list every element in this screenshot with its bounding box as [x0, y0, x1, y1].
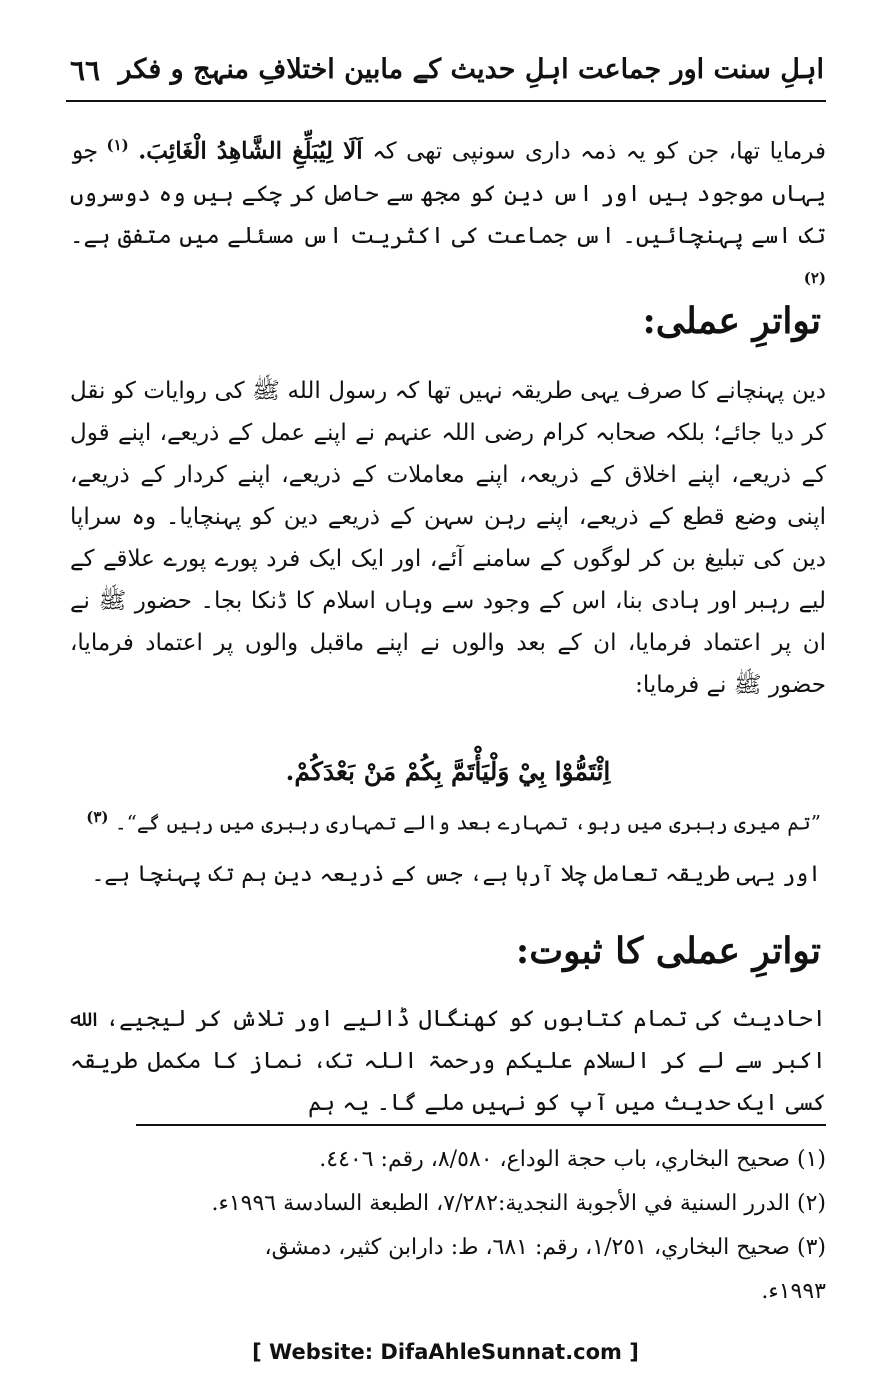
footnote-ref-2: (٢) — [803, 268, 826, 287]
closing-line: اور یہی طریقہ تعامل چلا آرہا ہے، جس کے ذریعہ دین ہم تک پہنچا ہے۔ — [91, 862, 821, 887]
section2-paragraph — [70, 998, 826, 1124]
intro-text-end: جو یہاں موجود ہیں اور اس دین کو مجھ سے حاصل کر چکے ہیں وہ دوسروں تک اسے پہنچائیں۔ اس جماعت کی اکثریت اس مسئلے میں متفق ہے۔ — [70, 138, 826, 249]
footnote-rule — [136, 1124, 826, 1126]
arabic-quote: اَلَا لِیُبَلِّغِ الشَّاهِدُ الْغَائِبَ. — [138, 137, 363, 165]
section-heading-proof: تواترِ عملی کا ثبوت: — [515, 930, 821, 972]
section1-text: دین پہنچانے کا صرف یہی طریقہ نہیں تھا کہ رسول الله ﷺ کی روایات کو نقل کر دیا جائے؛ بلکہ صحابہ کرام رضی اللہ عنہم نے اپنے عمل کے ذریعے، اپنے قول کے ذریعے، اپنے اخلاق کے ذریعہ، اپنے معاملات کے ذریعے، اپنے کردار کے ذریعے، اپنی وضع قطع کے ذریعے، اپنے رہن سہن کے ذریعے دین کو پہنچایا۔ وہ سراپا دین کی تبلیغ بن کر لوگوں کے سامنے آئے، اور ایک ایک فرد پورے پورے علاقے کے لیے رہبر اور ہادی بنا، اس کے وجود سے وہاں اسلام کا ڈنکا بجا۔ حضور ﷺ نے ان پر اعتماد فرمایا، ان کے بعد والوں نے اپنے ماقبل والوں پر اعتماد فرمایا، حضور ﷺ نے فرمایا: — [70, 378, 826, 698]
footnote-num: (١) — [796, 1147, 826, 1172]
running-header — [66, 48, 826, 104]
footnote-ref-1: (١) — [106, 136, 129, 154]
header-rule — [66, 100, 826, 102]
section2-text: احادیث کی تمام کتابوں کو کھنگال ڈالیے اور تلاش کر لیجیے، الله اکبر سے لے کر السلام علیکم ورحمۃ اللہ تک، نماز کا مکمل طریقہ کسی ایک حدیث میں آپ کو نہیں ملے گا۔ یہ ہم — [70, 1006, 826, 1116]
section-heading-tawatur-amali: تواترِ عملی: — [642, 300, 821, 342]
hadith-translation-line — [86, 808, 821, 835]
footnote-2 — [70, 1182, 826, 1226]
footnote-num: (٣) — [796, 1235, 826, 1260]
footnote-text: صحيح البخاري، باب حجة الوداع، ٨/٥٨٠، رقم: ٤٤٠٦. — [319, 1147, 790, 1172]
footnote-1 — [70, 1138, 826, 1182]
arabic-hadith: اِئْتَمُّوْا بِيْ وَلْيَأْتَمَّ بِكُمْ مَنْ بَعْدَكُمْ. — [285, 757, 611, 786]
footnote-text: الدرر السنية في الأجوبة النجدية:٧/٢٨٢، الطبعة السادسة ١٩٩٦ء. — [211, 1191, 790, 1216]
intro-paragraph — [70, 124, 826, 305]
footnotes — [70, 1138, 826, 1314]
website-footer: [ Website: DifaAhleSunnat.com ] — [252, 1340, 639, 1364]
page-number: ٦٦ — [70, 54, 101, 87]
intro-text-start: فرمایا تھا، جن کو یہ ذمہ داری سونپی تھی کہ — [372, 138, 826, 165]
hadith-translation: ”تم میری رہبری میں رہو، تمہارے بعد والے تمہاری رہبری میں رہیں گے“۔ — [114, 810, 821, 835]
footnote-3-continuation: ١٩٩٣ء. — [761, 1279, 826, 1304]
footnote-text: صحيح البخاري، ١/٢٥١، رقم: ٦٨١، ط: دارابن كثير، دمشق، — [264, 1235, 790, 1260]
footnote-num: (٢) — [796, 1191, 826, 1216]
header-title: اہلِ سنت اور جماعت اہلِ حدیث کے مابین اختلافِ منہج و فکر — [118, 54, 824, 85]
footnote-ref-3: (٣) — [86, 808, 109, 826]
section1-paragraph — [70, 370, 826, 706]
footnote-3 — [70, 1226, 826, 1270]
